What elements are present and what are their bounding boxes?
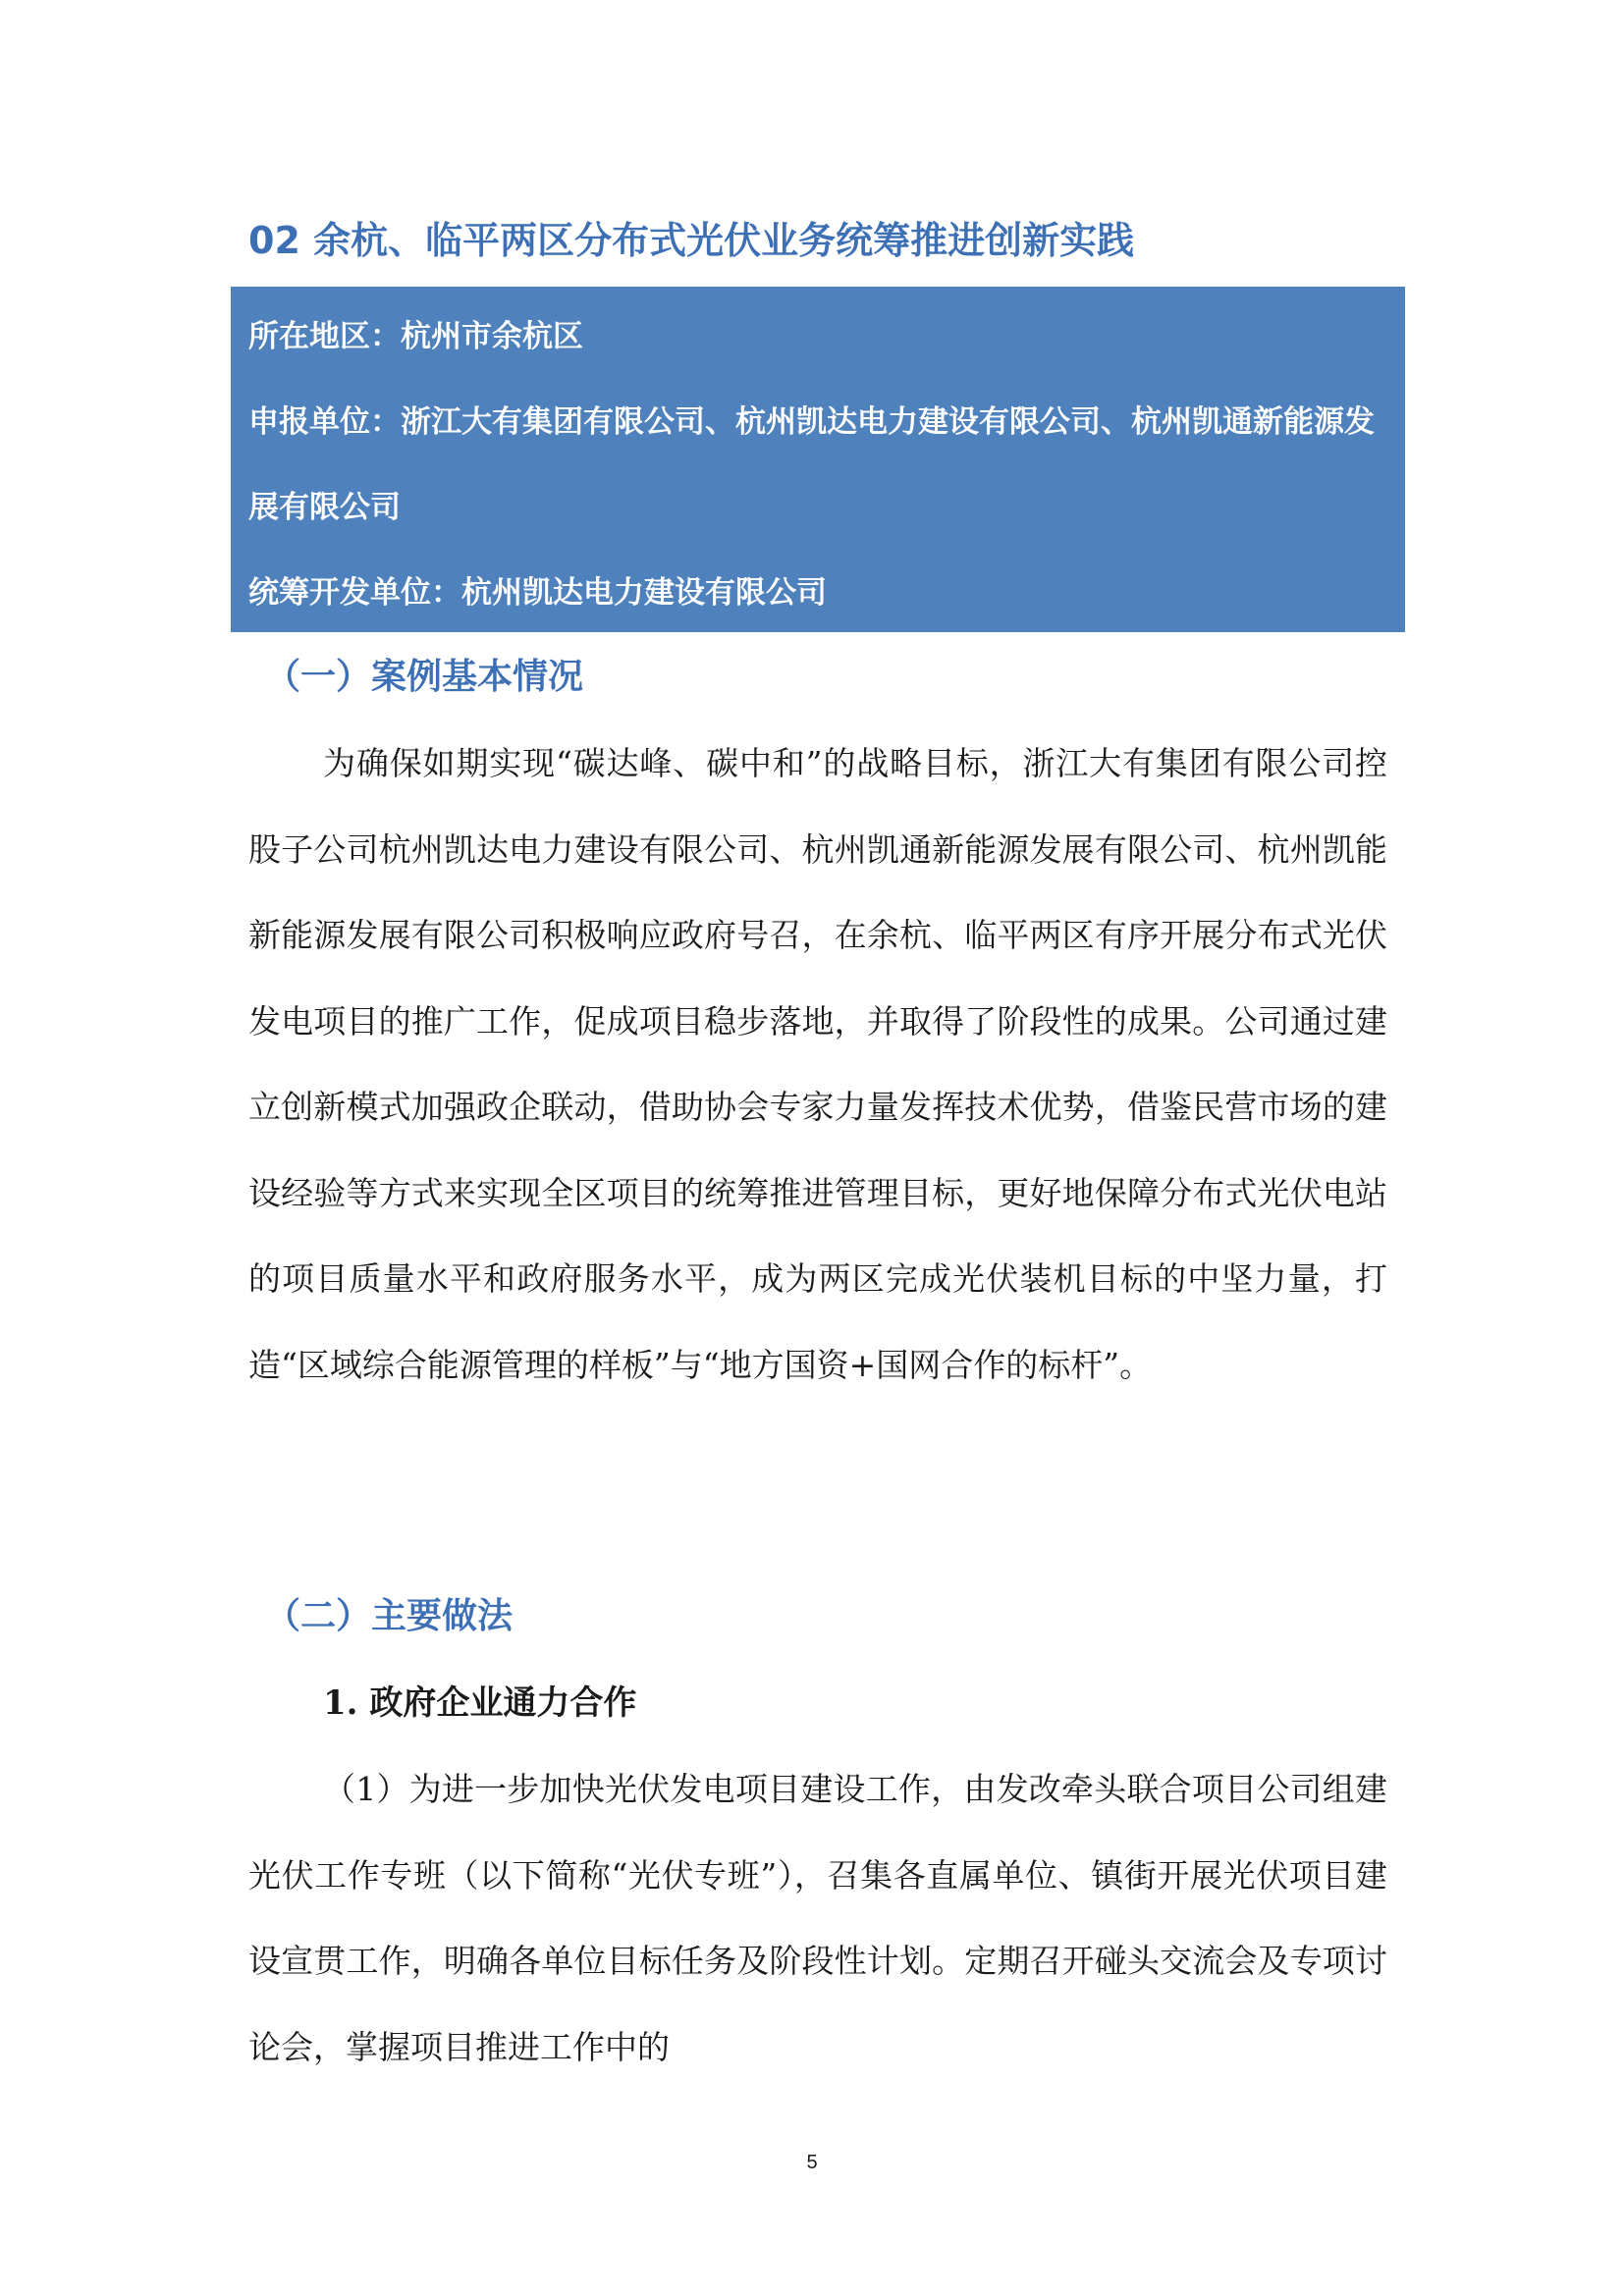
developer-line: 统筹开发单位：杭州凯达电力建设有限公司: [248, 575, 827, 611]
case-title: 02 余杭、临平两区分布式光伏业务统筹推进创新实践: [248, 219, 1135, 262]
section-heading-basic: （一）案例基本情况: [265, 657, 584, 697]
section-heading-methods: （二）主要做法: [265, 1596, 514, 1636]
case-info-box: [231, 287, 1405, 632]
location-line: 所在地区：杭州市余杭区: [248, 319, 583, 354]
methods-paragraph: （1）为进一步加快光伏发电项目建设工作，由发改牵头联合项目公司组建光伏工作专班（以下简称“光伏专班”），召集各直属单位、镇街开展光伏项目建设宣贯工作，明确各单位目标任务及阶段性计划。定期召开碰头交流会及专项讨论会，掌握项目推进工作中的: [248, 1770, 1387, 2066]
methods-subheading: 1. 政府企业通力合作: [323, 1683, 637, 1723]
basic-paragraph: 为确保如期实现“碳达峰、碳中和”的战略目标，浙江大有集团有限公司控股子公司杭州凯达电力建设有限公司、杭州凯通新能源发展有限公司、杭州凯能新能源发展有限公司积极响应政府号召，在余杭、临平两区有序开展分布式光伏发电项目的推广工作，促成项目稳步落地，并取得了阶段性的成果。公司通过建立创新模式加强政企联动，借助协会专家力量发挥技术优势，借鉴民营市场的建设经验等方式来实现全区项目的统筹推进管理目标，更好地保障分布式光伏电站的项目质量水平和政府服务水平，成为两区完成光伏装机目标的中坚力量，打造“区域综合能源管理的样板”与“地方国资+国网合作的标杆”。: [248, 744, 1387, 1384]
applicant-line: 申报单位：浙江大有集团有限公司、杭州凯达电力建设有限公司、杭州凯通新能源发展有限公司: [248, 404, 1375, 525]
page-number: 5: [806, 2152, 818, 2173]
